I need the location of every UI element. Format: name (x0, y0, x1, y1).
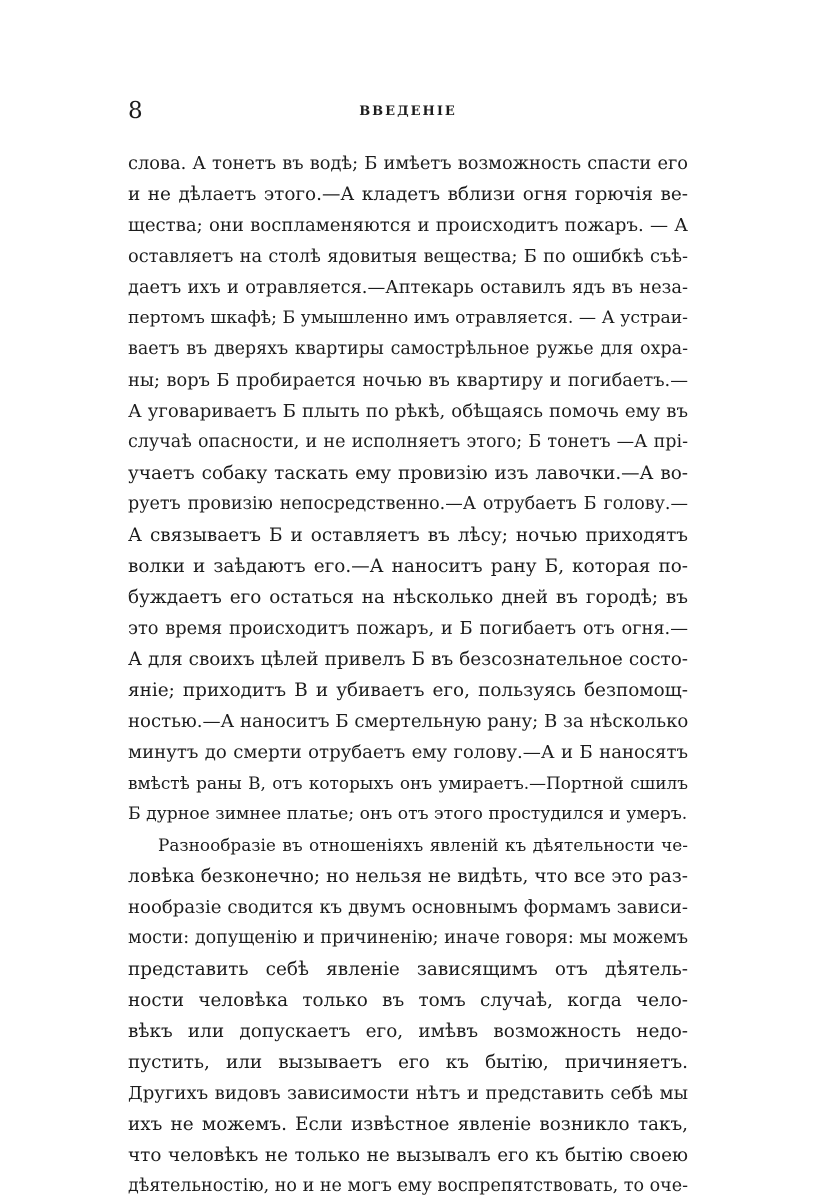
text-line: ваетъ въ дверяхъ квартиры самострѣльное ружье для охра- (128, 339, 688, 359)
text-line: слова. А тонетъ въ водѣ; Б имѣетъ возможность спасти его (128, 153, 688, 174)
text-line: пертомъ шкафѣ; Б умышленно имъ отравляется. — А устраи- (128, 308, 688, 328)
text-line: дѣятельностію, но и не могъ ему воспрепятствовать, то оче- (128, 1176, 688, 1196)
page-header (128, 96, 688, 130)
text-line: яніе; приходитъ В и убиваетъ его, пользуясь безпомощ- (128, 680, 688, 701)
text-line: случаѣ опасности, и не исполняетъ этого; Б тонетъ —А прі- (128, 432, 688, 452)
body-text (128, 148, 688, 1202)
text-line: А для своихъ цѣлей привелъ Б въ безсознательное состо- (128, 649, 688, 670)
text-line: вѣкъ или допускаетъ его, имѣвъ возможность недо- (128, 1021, 688, 1042)
text-line: это время происходитъ пожаръ, и Б погибаетъ отъ огня.— (128, 618, 688, 639)
text-line: минутъ до смерти отрубаетъ ему голову.—А и Б наносятъ (128, 742, 688, 763)
text-line: ихъ не можемъ. Если извѣстное явленіе возникло такъ, (128, 1114, 688, 1135)
paragraph-first-line: Разнообразіе въ отношеніяхъ явленій къ дѣятельности че- (158, 835, 688, 855)
text-line: А связываетъ Б и оставляетъ въ лѣсу; ночью приходятъ (128, 525, 688, 546)
text-line: и не дѣлаетъ этого.—А кладетъ вблизи огня горючія ве- (128, 184, 688, 205)
text-line: буждаетъ его остаться на нѣсколько дней въ городѣ; въ (128, 587, 688, 608)
text-line: учаетъ собаку таскать ему провизію изъ лавочки.—А во- (128, 463, 688, 484)
text-line: оставляетъ на столѣ ядовитыя вещества; Б по ошибкѣ съѣ- (128, 246, 688, 267)
text-line: волки и заѣдаютъ его.—А наноситъ рану Б, которая по- (128, 556, 688, 577)
text-line: представить себѣ явленіе зависящимъ отъ дѣятель- (128, 959, 688, 980)
text-line: ности человѣка только въ томъ случаѣ, когда чело- (128, 990, 688, 1011)
text-line: Б дурное зимнее платье; онъ отъ этого простудился и умеръ. (128, 804, 688, 824)
text-line: даетъ ихъ и отравляется.—Аптекарь оставилъ ядъ въ неза- (128, 277, 688, 298)
text-line: ны; воръ Б пробирается ночью въ квартиру и погибаетъ.— (128, 370, 688, 391)
text-line: ловѣка безконечно; но нельзя не видѣть, что все это раз- (128, 866, 688, 887)
text-line: руетъ провизію непосредственно.—А отрубаетъ Б голову.— (128, 494, 688, 514)
text-line: что человѣкъ не только не вызывалъ его къ бытію своею (128, 1145, 688, 1166)
text-line: А уговариваетъ Б плыть по рѣкѣ, обѣщаясь помочь ему въ (128, 401, 688, 422)
text-line: нообразіе сводится къ двумъ основнымъ формамъ зависи- (128, 897, 688, 918)
text-line: щества; они воспламеняются и происходитъ пожаръ. — А (128, 215, 688, 236)
text-line: Другихъ видовъ зависимости нѣтъ и представить себѣ мы (128, 1083, 688, 1104)
text-line: пустить, или вызываетъ его къ бытію, причиняетъ. (128, 1052, 688, 1073)
text-line: мости: допущенію и причиненію; иначе говоря: мы можемъ (128, 928, 688, 948)
running-head: ВВЕДЕНІЕ (359, 104, 457, 119)
text-line: ностью.—А наноситъ Б смертельную рану; В за нѣсколько (128, 711, 688, 732)
text-line: вмѣстѣ раны В, отъ которыхъ онъ умираетъ.—Портной сшилъ (128, 773, 688, 793)
page-number: 8 (128, 98, 143, 124)
